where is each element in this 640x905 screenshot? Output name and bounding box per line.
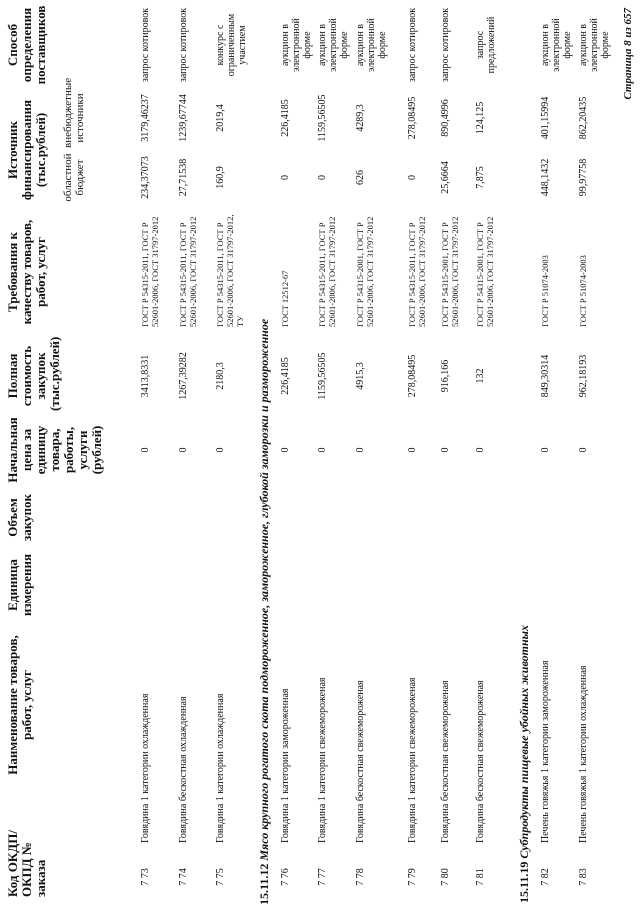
- cell-external: 278,08495: [407, 96, 418, 140]
- cell-method: аукцион в электронной форме: [355, 18, 388, 72]
- cell-full-cost: 1267,39282: [178, 352, 189, 400]
- cell-start-price: 0: [407, 447, 418, 453]
- section-code: 15.11.19: [517, 861, 531, 903]
- cell-external: 890,4996: [440, 99, 451, 137]
- cell-regional: 7,875: [475, 166, 486, 189]
- cell-full-cost: 1159,56505: [317, 352, 328, 400]
- cell-method: аукцион в электронной форме: [540, 18, 573, 72]
- cell-external: 1239,67744: [178, 94, 189, 142]
- cell-external: 401,15994: [540, 96, 551, 140]
- cell-code: 7 76: [280, 868, 291, 886]
- cell-full-cost: 2180,3: [215, 362, 226, 390]
- cell-external: 124,125: [475, 101, 486, 135]
- cell-requirements: ГОСТ Р 54315-2011, ГОСТ Р 52601-2006, ГОСТ 31797-2012: [407, 216, 427, 327]
- header-code: Код ОКДП/ ОКПД № заказа: [5, 830, 48, 897]
- cell-requirements: ГОСТ Р 54315-2011, ГОСТ Р 52601-2006, ГОСТ 31797-2012: [140, 216, 160, 327]
- cell-method: запрос котировок: [178, 7, 189, 83]
- cell-full-cost: 849,30314: [540, 354, 551, 398]
- cell-start-price: 0: [178, 447, 189, 453]
- section-15-11-19: [518, 625, 531, 903]
- cell-code: 7 80: [440, 868, 451, 886]
- cell-requirements: ГОСТ 12512-67: [280, 270, 290, 327]
- cell-requirements: ГОСТ Р 54315-2001, ГОСТ Р 52601-2006, ГОСТ 31797-2012: [440, 216, 460, 327]
- cell-code: 7 74: [178, 868, 189, 886]
- section-title: Мясо крупного рогатого скота подмороженное, замороженное, глубокой заморозки и размороженное: [257, 318, 271, 861]
- page-footer: Страница 8 из 657: [622, 8, 634, 100]
- cell-start-price: 0: [140, 447, 151, 453]
- cell-requirements: ГОСТ Р 51074-2003: [578, 255, 588, 327]
- section-title: Субпродукты пищевые убойных животных: [517, 624, 531, 859]
- cell-requirements: ГОСТ Р 54315-2011, ГОСТ Р 52601-2006, ГОСТ 31797-2012: [178, 216, 198, 327]
- cell-start-price: 0: [578, 447, 589, 453]
- header-full-cost: Полная стоимость закупок (тыс.рублей): [5, 336, 62, 411]
- cell-name: Говядина бескостная свежемороженая: [355, 680, 366, 843]
- cell-external: 4289,3: [355, 104, 366, 132]
- cell-regional: 0: [280, 175, 291, 180]
- cell-external: 2019,4: [215, 104, 226, 132]
- cell-code: 7 73: [140, 868, 151, 886]
- cell-external: 3179,46237: [140, 94, 151, 142]
- cell-code: 7 82: [540, 868, 551, 886]
- cell-regional: 25,6664: [440, 161, 451, 194]
- section-15-11-12: [258, 319, 271, 905]
- cell-start-price: 0: [317, 447, 328, 453]
- cell-requirements: ГОСТ Р 51074-2003: [540, 255, 550, 327]
- cell-code: 7 83: [578, 868, 589, 886]
- cell-method: запрос котировок: [440, 7, 451, 83]
- cell-regional: 27,71538: [178, 158, 189, 197]
- cell-requirements: ГОСТ Р 54315-2011, ГОСТ Р 52601-2006, ГОСТ 31797-2012, ТУ: [215, 214, 245, 327]
- cell-code: 7 78: [355, 868, 366, 886]
- cell-full-cost: 278,08495: [407, 354, 418, 398]
- cell-name: Говядина 1 категории свежемороженая: [317, 677, 328, 843]
- header-volume: Объем закупок: [5, 494, 34, 542]
- cell-method: аукцион в электронной форме: [317, 18, 350, 72]
- cell-requirements: ГОСТ Р 54315-2011, ГОСТ Р 52601-2006, ГОСТ 31797-2012: [317, 216, 337, 327]
- cell-name: Говядина бескостная свежемороженая: [475, 680, 486, 843]
- header-method: Способ определения поставщиков: [5, 5, 48, 85]
- header-funding-regional: областной бюджет: [62, 153, 86, 202]
- cell-regional: 448,1432: [540, 158, 551, 197]
- cell-name: Говядина 1 категории замороженная: [280, 688, 291, 843]
- cell-full-cost: 3413,8331: [140, 354, 151, 398]
- cell-regional: 99,97758: [578, 158, 589, 197]
- cell-method: запрос предложений: [475, 16, 497, 74]
- cell-full-cost: 916,166: [440, 359, 451, 393]
- cell-external: 862,20435: [578, 96, 589, 140]
- header-requirements: Требования к качеству товаров, работ, услуг: [5, 219, 48, 325]
- cell-regional: 234,37073: [140, 156, 151, 199]
- cell-regional: 0: [317, 175, 328, 180]
- header-name: Наименование товаров, работ, услуг: [5, 635, 34, 775]
- cell-code: 7 81: [475, 868, 486, 886]
- header-unit: Единица измерения: [5, 553, 34, 617]
- cell-name: Печень говяжья 1 категории охлажденная: [578, 665, 589, 843]
- header-start-price: Начальная цена за единицу товара, работы, услуги (рублей): [5, 417, 104, 483]
- header-funding: Источник финансирования (тыс.рублей): [5, 99, 48, 201]
- cell-start-price: 0: [440, 447, 451, 453]
- cell-regional: 626: [355, 170, 366, 185]
- cell-name: Говядина бескостная охлажденная: [178, 696, 189, 843]
- cell-start-price: 0: [280, 447, 291, 453]
- cell-name: Говядина бескостная свежемороженая: [440, 680, 451, 843]
- cell-start-price: 0: [355, 447, 366, 453]
- cell-code: 7 79: [407, 868, 418, 886]
- cell-method: аукцион в электронной форме: [280, 18, 313, 72]
- cell-name: Говядина 1 категории охлажденная: [140, 693, 151, 843]
- cell-external: 226,4185: [280, 99, 291, 137]
- cell-code: 7 75: [215, 868, 226, 886]
- cell-regional: 0: [407, 175, 418, 180]
- cell-start-price: 0: [475, 447, 486, 453]
- cell-code: 7 77: [317, 868, 328, 886]
- cell-full-cost: 226,4185: [280, 357, 291, 395]
- cell-full-cost: 4915,3: [355, 362, 366, 390]
- cell-regional: 160,9: [215, 166, 226, 189]
- cell-start-price: 0: [540, 447, 551, 453]
- cell-full-cost: 962,18193: [578, 354, 589, 398]
- cell-start-price: 0: [215, 447, 226, 453]
- header-funding-external: внебюджетные источники: [62, 77, 86, 148]
- cell-requirements: ГОСТ Р 54315-2001, ГОСТ Р 52601-2006, ГОСТ 31797-2012: [475, 216, 495, 327]
- cell-method: запрос котировок: [407, 7, 418, 83]
- cell-name: Говядина 1 категории свежемороженая: [407, 677, 418, 843]
- cell-name: Говядина 1 категории охлажденная: [215, 693, 226, 843]
- cell-name: Печень говяжья 1 категории замороженная: [540, 660, 551, 843]
- cell-method: аукцион в электронной форме: [578, 18, 611, 72]
- cell-full-cost: 132: [475, 368, 486, 384]
- cell-method: конкурс с ограниченным участием: [215, 13, 248, 77]
- cell-external: 1159,56505: [317, 94, 328, 142]
- section-code: 15.11.12: [257, 863, 271, 905]
- cell-method: запрос котировок: [140, 7, 151, 83]
- cell-requirements: ГОСТ Р 54315-2001, ГОСТ Р 52601-2006, ГОСТ 31797-2012: [355, 216, 375, 327]
